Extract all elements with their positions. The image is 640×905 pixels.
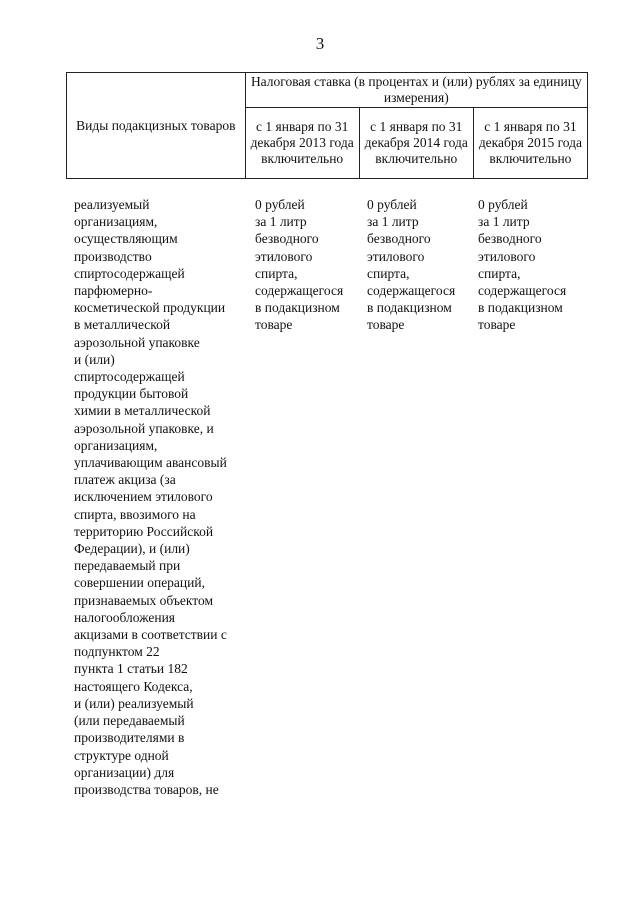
excise-goods-column-header: Виды подакцизных товаров <box>67 73 246 179</box>
page-number: 3 <box>315 34 325 53</box>
tax-rate-column-header: Налоговая ставка (в процентах и (или) рублях за единицу измерения) <box>245 73 587 108</box>
period-2013-header: с 1 января по 31 декабря 2013 года включительно <box>245 108 359 179</box>
rate-2014-cell: 0 рублей за 1 литр безводного этилового спирта, содержащегося в подакцизном товаре <box>367 197 456 333</box>
period-2015-header: с 1 января по 31 декабря 2015 года включительно <box>473 108 587 179</box>
tax-rate-table-header <box>66 72 588 179</box>
rate-2013-cell: 0 рублей за 1 литр безводного этилового спирта, содержащегося в подакцизном товаре <box>255 197 344 333</box>
excise-goods-description: реализуемый организациям, осуществляющим производство спиртосодержащей парфюмерно- косметической продукции в металлической аэрозольной упаковке и (или) спиртосодержащей продукции бытовой химии в металлической аэрозольной упаковке, и организациям, уплачивающим авансовый платеж акциза (за исключением этилового спирта, ввозимого на территорию Российской Федерации), и (или) передаваемый при совершении операций, признаваемых объектом налогообложения акцизами в соответствии с подпунктом 22 пункта 1 статьи 182 настоящего Кодекса, и (или) реализуемый (или передаваемый производителями в структуре одной организации) для производства товаров, не <box>74 197 227 797</box>
period-2014-header: с 1 января по 31 декабря 2014 года включительно <box>359 108 473 179</box>
rate-2015-cell: 0 рублей за 1 литр безводного этилового спирта, содержащегося в подакцизном товаре <box>478 197 567 333</box>
